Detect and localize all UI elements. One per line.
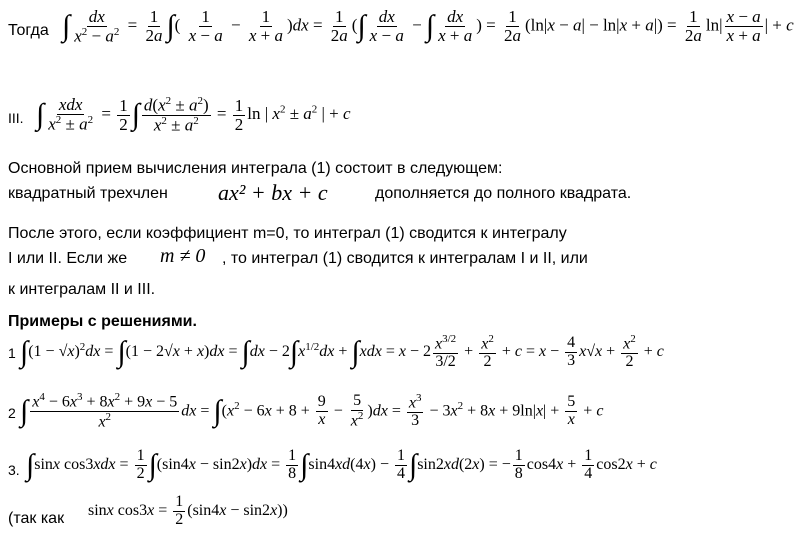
example-2-number: 2 [8,405,16,421]
example-3-formula: ∫sinx cos3xdx = $\frac{1}{2}$ ∫(sin4x − sin2x)dx = $\frac{1}{8}$ ∫sin4xd(4x) − $\frac{1}{4}$ ∫sin2xd(2x) = − $\frac{1}{8}$ cos4x + $\frac{1}{4}$ cos2x + c [26,447,657,482]
note-formula: sinx cos3x = $\frac{1}{2}$ (sin4x − sin2x)) [88,493,288,528]
paragraph-2-line-3: к интегралам II и III. [8,281,156,298]
examples-heading: Примеры с решениями. [8,313,197,330]
example-2-formula: ∫ $\frac{x^4 - 6x^3 + 8x^2 + 9x - 5}{x^2}$ dx = $\int(x^2 - 6x + 8$ + $\frac{9}{x}$ − $\frac{5}{x^2}$ )dx = $\frac{x^3}{3}$ − $3x^2 + 8x + 9\ln|x|$ + $\frac{5}{x}$ + c [20,391,604,431]
paragraph-1-line-2-end: дополняется до полного квадрата. [375,185,632,202]
paragraph-1-line-1: Основной прием вычисления интеграла (1) состоит в следующем: [8,160,503,177]
paragraph-2-line-2-start: I или II. Если же [8,250,128,267]
paragraph-2-line-1: После этого, если коэффициент m=0, то интеграл (1) сводится к интегралу [8,225,567,242]
formula-iii: ∫ $\frac{\text{xdx}}{x^2 \pm a^2}$ = $\frac{1}{2}$ ∫ $\frac{d(x^2 \pm a^2)}{x^2 \pm a^2}$ = $\frac{1}{2}$ ln | $x^2 \pm a^2$ | + c [36,95,351,135]
trinomial-formula: ax² + bx + c [218,180,328,205]
section-ii-label: Тогда [8,22,49,39]
example-3-note: (так как [8,510,65,527]
section-iii-label: III. [8,110,24,126]
paragraph-1-line-2-start: квадратный трехчлен [8,185,168,202]
example-3-number: 3. [8,462,20,478]
example-1-number: 1 [8,345,16,361]
condition-formula: m ≠ 0 [160,245,206,267]
formula-ii: ∫ $\frac{dx}{x^2 - a^2}$ = $\frac{1}{2a}$ ∫( $\frac{1}{x - a}$ − $\frac{1}{x + a}$ )dx = $\frac{1}{2a}$ (∫ $\frac{dx}{x - a}$ − ∫ $\frac{dx}{x + a}$ ) = $\frac{1}{2a}$ (ln|x − a| − ln|x + a|) = $\frac{1}{2a}$ ln| $\frac{x - a}{x + a}$ | + c [62,7,794,46]
paragraph-2-line-2-end: , то интеграл (1) сводится к интегралам I и II, или [222,250,588,267]
example-1-formula: $\int(1 - √x)^2dx = \int(1 - 2√x + x)dx = \int dx - 2\int x^{1/2}dx + \int xdx = x - 2$ $\frac{x^{3/2}}{3/2}$ + $\frac{x^2}{2}$ + c = x − $\frac{4}{3}$ x√x + $\frac{x^2}{2}$ + c [20,333,664,371]
